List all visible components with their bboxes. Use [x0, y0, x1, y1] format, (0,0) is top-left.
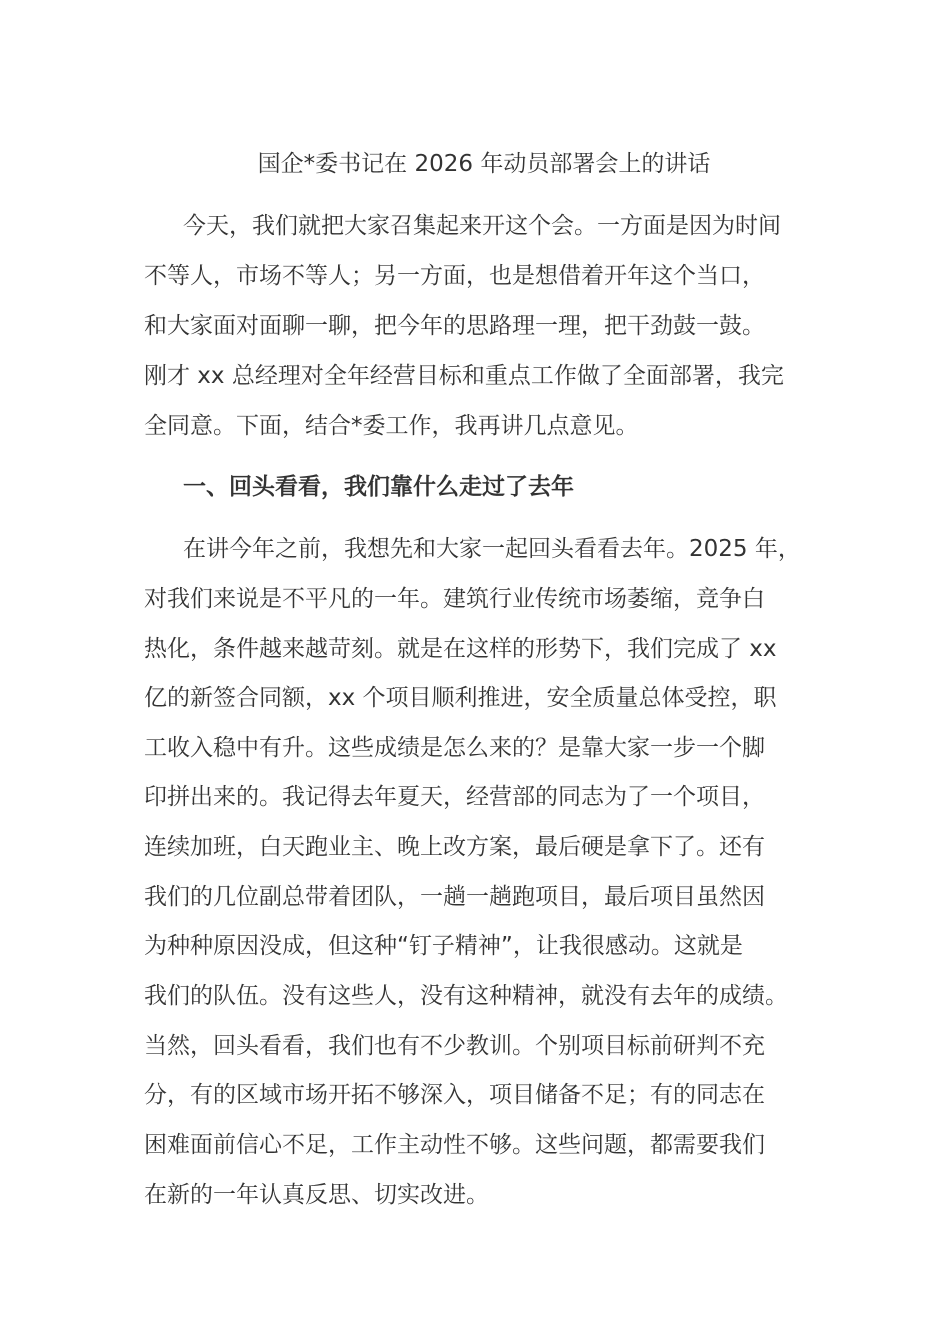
section-1-line-8: 我们的几位副总带着团队，一趟一趟跑项目，最后项目虽然因 [144, 884, 765, 910]
section-1-line-3: 热化，条件越来越苛刻。就是在这样的形势下，我们完成了 xx [144, 636, 777, 662]
intro-line-2: 不等人，市场不等人；另一方面，也是想借着开年这个当口， [144, 263, 765, 289]
section-1-line-5: 工收入稳中有升。这些成绩是怎么来的？是靠大家一步一个脚 [144, 735, 765, 761]
section-1-line-12: 分，有的区域市场开拓不够深入，项目储备不足；有的同志在 [144, 1082, 765, 1108]
section-1-line-2: 对我们来说是不平凡的一年。建筑行业传统市场萎缩，竞争白 [144, 586, 765, 612]
section-1-line-9: 为种种原因没成，但这种“钉子精神”，让我很感动。这就是 [144, 933, 743, 959]
intro-line-1: 今天，我们就把大家召集起来开这个会。一方面是因为时间 [183, 213, 781, 239]
section-1-line-4: 亿的新签合同额，xx 个项目顺利推进，安全质量总体受控，职 [144, 685, 777, 711]
section-1-line-1: 在讲今年之前，我想先和大家一起回头看看去年。2025 年， [183, 536, 801, 562]
intro-line-4: 刚才 xx 总经理对全年经营目标和重点工作做了全面部署，我完 [144, 363, 784, 389]
section-1-line-13: 困难面前信心不足，工作主动性不够。这些问题，都需要我们 [144, 1132, 765, 1158]
section-heading-1: 一、回头看看，我们靠什么走过了去年 [183, 474, 574, 500]
intro-line-3: 和大家面对面聊一聊，把今年的思路理一理，把干劲鼓一鼓。 [144, 313, 765, 339]
section-1-line-6: 印拼出来的。我记得去年夏天，经营部的同志为了一个项目， [144, 784, 765, 810]
section-1-line-11: 当然，回头看看，我们也有不少教训。个别项目标前研判不充 [144, 1033, 765, 1059]
document-title: 国企*委书记在 2026 年动员部署会上的讲话 [257, 151, 711, 177]
section-1-line-14: 在新的一年认真反思、切实改进。 [144, 1182, 489, 1208]
section-1-line-7: 连续加班，白天跑业主、晚上改方案，最后硬是拿下了。还有 [144, 834, 765, 860]
section-1-line-10: 我们的队伍。没有这些人，没有这种精神，就没有去年的成绩。 [144, 983, 788, 1009]
intro-line-5: 全同意。下面，结合*委工作，我再讲几点意见。 [144, 413, 639, 439]
